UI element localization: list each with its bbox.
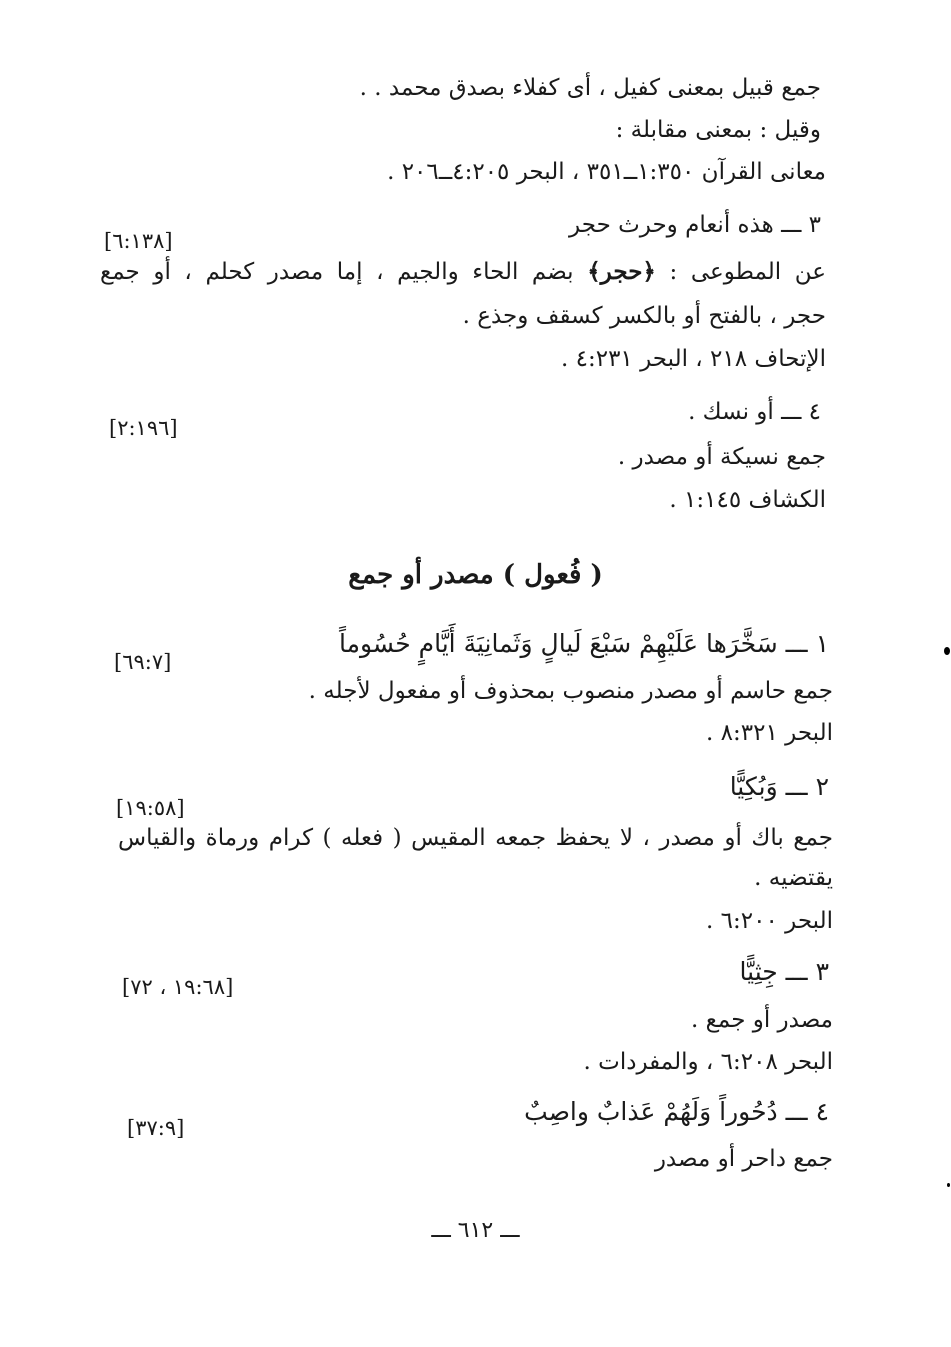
entry-heading: ١ ـــ سَخَّرَها عَلَيْهِمْ سَبْعَ لَيالٍ وَثَمانِيَةَ أَيَّامٍ حُسُوماً (339, 629, 829, 658)
text-line: وقيل : بمعنى مقابلة : (615, 117, 821, 143)
text-line: جمع باك أو مصدر ، لا يحفظ جمعه المقيس ( فعله ) كرام ورماة والقياس (118, 825, 833, 851)
text-line: جمع حاسم أو مصدر منصوب بمحذوف أو مفعول لأجله . (308, 678, 833, 704)
source-line: الإتحاف ٢١٨ ، البحر ٤:٢٣١ . (560, 346, 826, 372)
verse-reference: [٦٩:٧] (114, 650, 172, 674)
verse-reference: [١٩:٦٨ ، ٧٢] (122, 975, 234, 999)
text-line: حجر ، بالفتح أو بالكسر كسقف وجذع . (462, 303, 826, 329)
scan-speck (944, 647, 950, 655)
source-line: معانى القرآن ١:٣٥٠ــ٣٥١ ، البحر ٤:٢٠٥ــ٢٠٦ . (387, 159, 826, 185)
source-line: البحر ٨:٣٢١ . (706, 720, 833, 746)
text-line: يقتضيه . (754, 865, 833, 891)
page-number: ـــ ٦١٢ ـــ (431, 1218, 520, 1243)
section-heading: ( فُعول ) مصدر أو جمع (348, 560, 603, 590)
entry-heading: ٣ ـــ هذه أنعام وحرث حجر (569, 212, 821, 238)
verse-reference: [٢:١٩٦] (109, 416, 178, 440)
text-fragment: بضم الحاء والجيم ، إما مصدر كحلم ، أو جمع (100, 259, 574, 285)
quoted-word: ﴿حجر﴾ (587, 258, 656, 285)
text-line: جمع قبيل بمعنى كفيل ، أى كفلاء بصدق محمد . . (359, 75, 821, 101)
source-line: البحر ٦:٢٠٠ . (706, 908, 833, 934)
source-line: الكشاف ١:١٤٥ . (669, 487, 826, 513)
verse-reference: [٣٧:٩] (127, 1116, 185, 1140)
entry-heading: ٢ ـــ وَبُكِيًّا (729, 772, 829, 801)
entry-heading: ٤ ـــ أو نسك . (688, 399, 821, 425)
source-line: البحر ٦:٢٠٨ ، والمفردات . (583, 1049, 833, 1075)
text-line: جمع نسيكة أو مصدر . (617, 444, 826, 470)
verse-reference: [١٩:٥٨] (116, 796, 185, 820)
entry-heading: ٣ ـــ جِثِيًّا (739, 957, 829, 986)
entry-heading: ٤ ـــ دُحُوراً وَلَهُمْ عَذابٌ واصِبٌ (524, 1097, 829, 1126)
scan-speck (947, 1183, 950, 1187)
text-fragment: عن المطوعى : (669, 259, 826, 285)
text-line: مصدر أو جمع . (691, 1007, 833, 1033)
text-line: جمع داحر أو مصدر (654, 1146, 833, 1172)
text-line (100, 256, 826, 288)
verse-reference: [٦:١٣٨] (104, 229, 173, 253)
